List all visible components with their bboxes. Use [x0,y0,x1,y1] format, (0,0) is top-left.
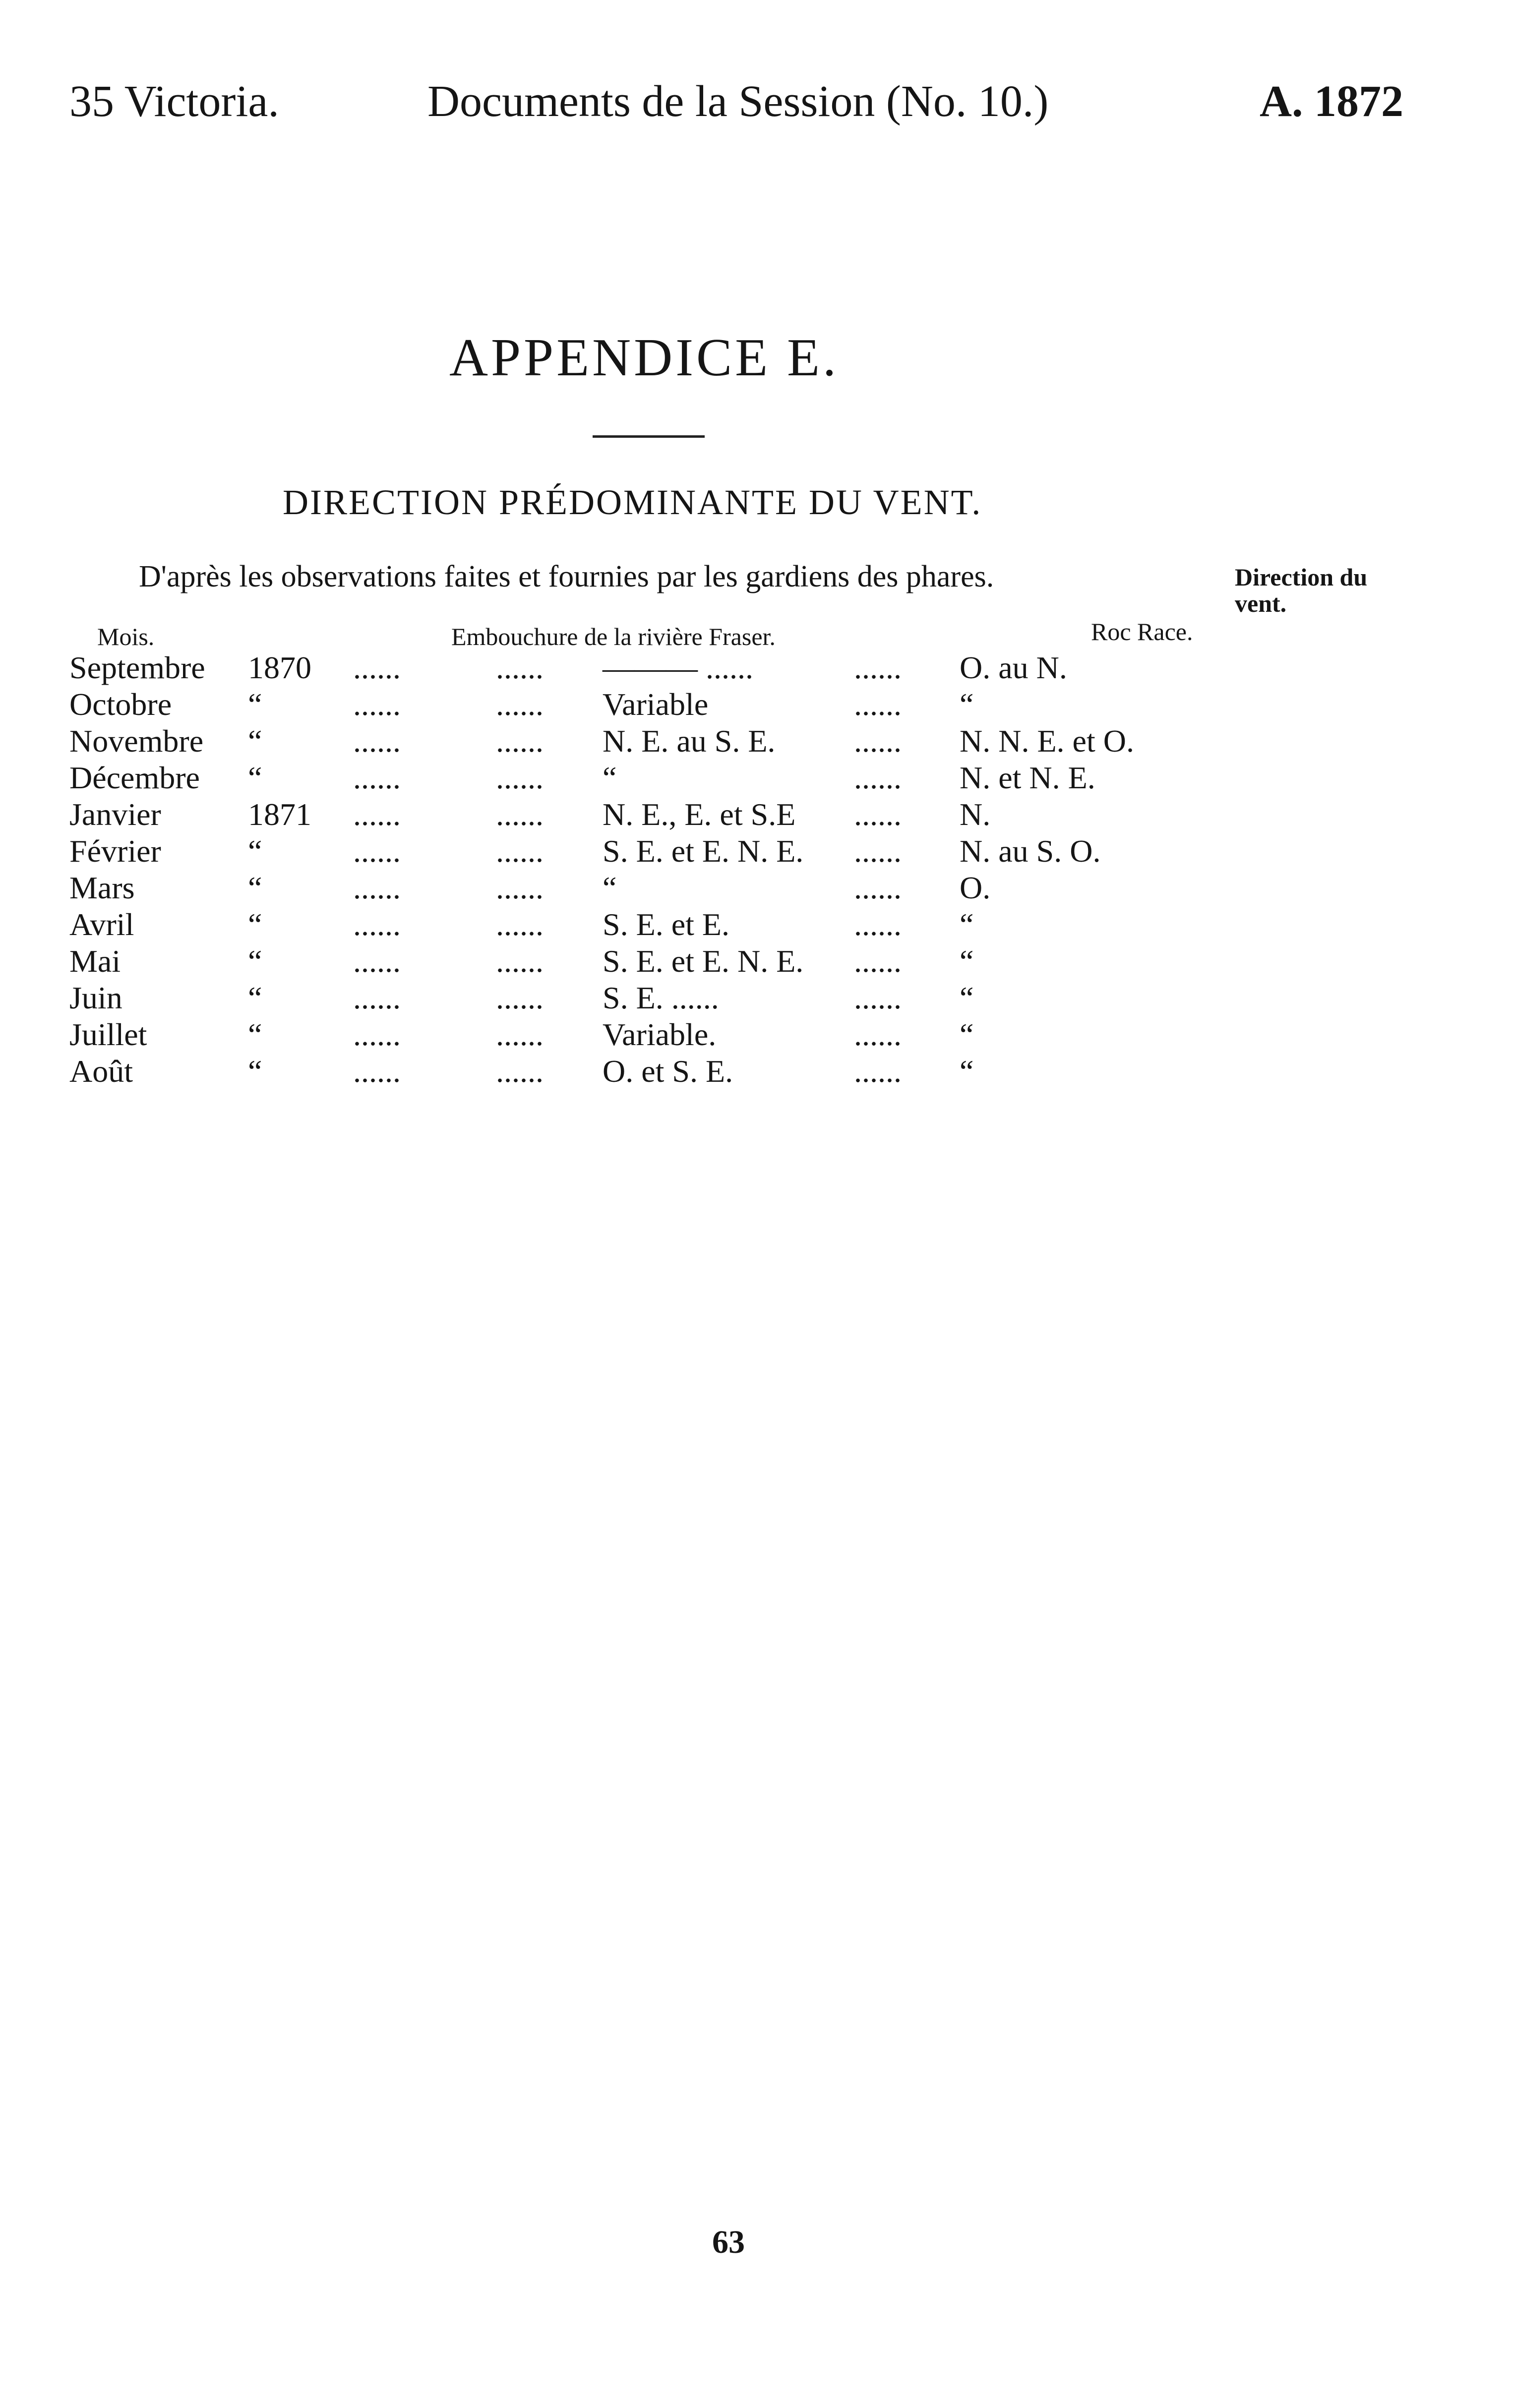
table-row [0,686,1513,723]
leader-dots: ...... [353,797,401,832]
leader-dots: ...... [353,687,401,722]
leader-dots: ...... [496,760,544,795]
leader-dots: ...... [496,1054,544,1089]
roc-cell: N. N. E. et O. [960,723,1134,759]
direction-label: Direction du vent. [1235,563,1368,617]
page-title: APPENDICE E. [449,328,840,387]
table-row [0,649,1513,686]
year-cell: “ [248,687,262,722]
month-cell: Juin [69,980,122,1015]
leader-dots: ...... [854,870,902,905]
leader-dots: ...... [854,650,902,685]
intro-text: D'après les observations faites et fournies par les gardiens des phares. [139,560,994,593]
leader-dots: ...... [496,650,544,685]
roc-cell: “ [960,907,974,942]
fraser-cell: “ [603,760,617,795]
table-row [0,796,1513,833]
leader-dots: ...... [854,943,902,979]
roc-cell: N. au S. O. [960,833,1101,869]
leader-dots: ...... [854,723,902,759]
table-row [0,943,1513,980]
month-cell: Mai [69,943,121,979]
page-number: 63 [712,2224,745,2260]
column-header-roc: Roc Race. [1091,618,1193,646]
month-cell: Avril [69,907,134,942]
month-cell: Septembre [69,650,205,685]
leader-dots: ...... [496,870,544,905]
leader-dots: ...... [353,980,401,1015]
leader-dots: ...... [496,1017,544,1052]
table-row [0,760,1513,796]
fraser-cell: O. et S. E. [603,1054,733,1089]
fraser-cell: Variable. [603,1017,717,1052]
page-subtitle: DIRECTION PRÉDOMINANTE DU VENT. [283,482,982,522]
leader-dots: ...... [496,797,544,832]
leader-dots: ...... [854,833,902,869]
header-right: A. 1872 [1260,77,1403,126]
leader-dots: ...... [353,870,401,905]
fraser-cell: S. E. et E. N. E. [603,833,804,869]
leader-dots: ...... [353,1017,401,1052]
leader-dots: ...... [353,760,401,795]
year-cell: 1871 [248,797,311,832]
leader-dots: ...... [854,980,902,1015]
table-row [0,980,1513,1016]
leader-dots: ...... [854,797,902,832]
fraser-cell: N. E., E. et S.E [603,797,796,832]
roc-cell: “ [960,980,974,1015]
month-cell: Octobre [69,687,172,722]
year-cell: “ [248,907,262,942]
leader-dots: ...... [353,1054,401,1089]
column-header-fraser: Embouchure de la rivière Fraser. [451,623,776,650]
header-center: Documents de la Session (No. 10.) [427,77,1049,126]
month-cell: Février [69,833,161,869]
roc-cell: “ [960,943,974,979]
month-cell: Mars [69,870,135,905]
leader-dots: ...... [353,943,401,979]
leader-dots: ...... [854,1054,902,1089]
column-header-mois: Mois. [97,623,155,650]
year-cell: 1870 [248,650,311,685]
leader-dots: ...... [496,723,544,759]
leader-dots: ...... [496,943,544,979]
header-left: 35 Victoria. [69,77,279,126]
fraser-cell: S. E. ...... [603,980,719,1015]
leader-dots: ...... [854,760,902,795]
year-cell: “ [248,870,262,905]
month-cell: Décembre [69,760,200,795]
leader-dots: ...... [854,687,902,722]
year-cell: “ [248,723,262,759]
roc-cell: N. et N. E. [960,760,1095,795]
table-row [0,833,1513,870]
leader-dots: ...... [496,687,544,722]
roc-cell: O. au N. [960,650,1067,685]
table-row [0,906,1513,943]
title-rule [593,435,705,438]
leader-dots: ...... [353,723,401,759]
month-cell: Août [69,1054,133,1089]
fraser-cell: ——— ...... [603,650,753,685]
leader-dots: ...... [353,650,401,685]
year-cell: “ [248,943,262,979]
leader-dots: ...... [854,907,902,942]
year-cell: “ [248,1054,262,1089]
leader-dots: ...... [353,833,401,869]
month-cell: Novembre [69,723,204,759]
roc-cell: N. [960,797,991,832]
roc-cell: O. [960,870,991,905]
leader-dots: ...... [496,980,544,1015]
year-cell: “ [248,980,262,1015]
fraser-cell: Variable [603,687,709,722]
table-row [0,1053,1513,1090]
table-row [0,1016,1513,1053]
leader-dots: ...... [854,1017,902,1052]
roc-cell: “ [960,1054,974,1089]
fraser-cell: “ [603,870,617,905]
leader-dots: ...... [353,907,401,942]
fraser-cell: S. E. et E. [603,907,729,942]
roc-cell: “ [960,687,974,722]
year-cell: “ [248,833,262,869]
table-row [0,870,1513,906]
month-cell: Janvier [69,797,161,832]
year-cell: “ [248,1017,262,1052]
roc-cell: “ [960,1017,974,1052]
table-row [0,723,1513,760]
leader-dots: ...... [496,907,544,942]
year-cell: “ [248,760,262,795]
leader-dots: ...... [496,833,544,869]
fraser-cell: N. E. au S. E. [603,723,776,759]
fraser-cell: S. E. et E. N. E. [603,943,804,979]
month-cell: Juillet [69,1017,147,1052]
